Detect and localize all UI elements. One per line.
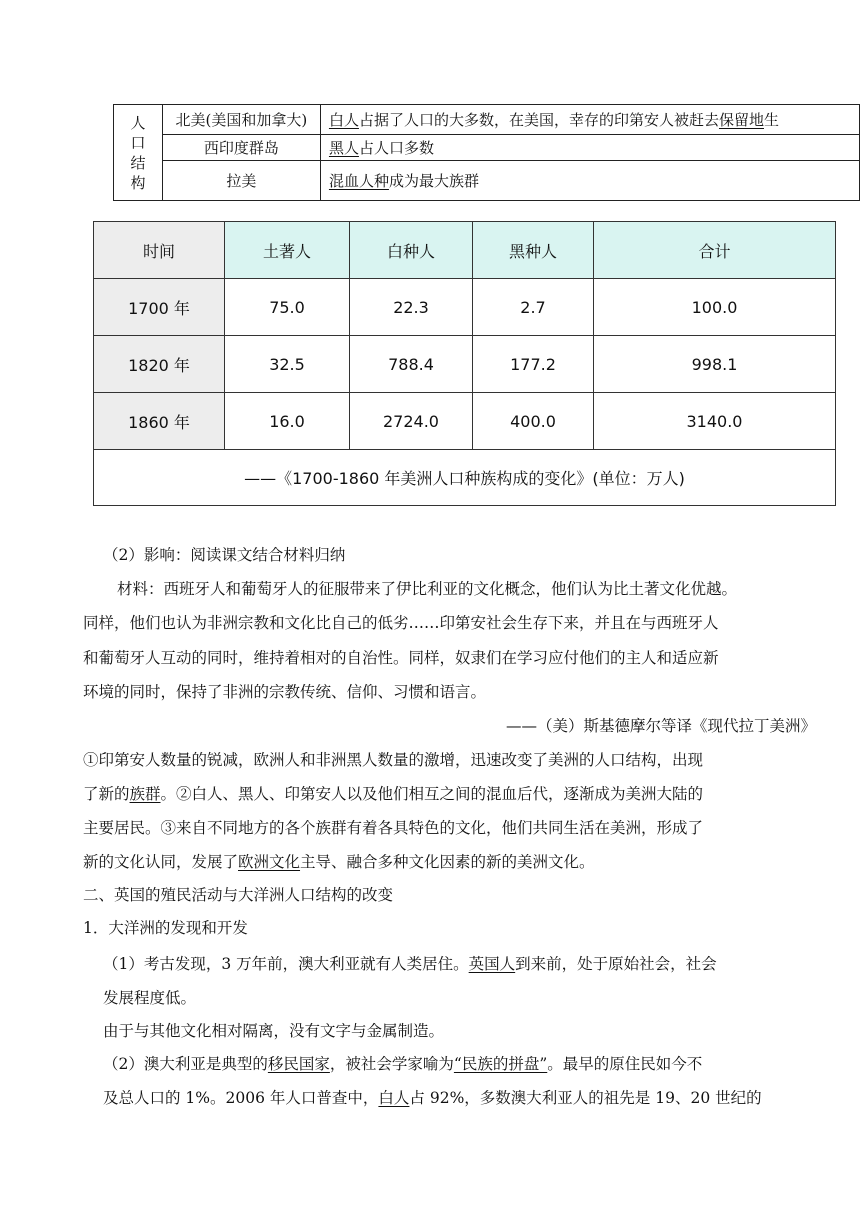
header-cell: 合计 — [594, 222, 836, 279]
value-cell: 400.0 — [473, 393, 594, 450]
value-cell: 32.5 — [225, 336, 350, 393]
year-cell: 1820 年 — [94, 336, 225, 393]
header-cell: 白种人 — [350, 222, 473, 279]
population-structure-table — [113, 104, 860, 201]
summary-line: ①印第安人数量的锐减，欧洲人和非洲黑人数量的激增，迅速改变了美洲的人口结构，出现 — [83, 751, 704, 769]
material-source: ——（美）斯基德摩尔等译《现代拉丁美洲》 — [506, 717, 817, 735]
value-cell: 2724.0 — [350, 393, 473, 450]
side-label: 人 口 结 构 — [114, 105, 163, 201]
table-row — [94, 336, 836, 393]
paragraph-line: 由于与其他文化相对隔离，没有文字与金属制造。 — [103, 1022, 445, 1040]
table-caption: ——《1700-1860 年美洲人口种族构成的变化》(单位：万人) — [94, 450, 836, 506]
summary-line: 新的文化认同，发展了欧洲文化主导、融合多种文化因素的新的美洲文化。 — [83, 853, 595, 871]
region-cell: 拉美 — [162, 161, 320, 201]
summary-line: 了新的族群。②白人、黑人、印第安人以及他们相互之间的混血后代，逐渐成为美洲大陆的 — [83, 785, 704, 803]
table-row — [94, 393, 836, 450]
region-cell: 西印度群岛 — [162, 135, 320, 161]
description-cell: 白人占据了人口的大多数，在美国，幸存的印第安人被赶去保留地生 — [320, 105, 859, 135]
subsection-heading: 1．大洋洲的发现和开发 — [83, 919, 248, 937]
region-cell: 北美(美国和加拿大) — [162, 105, 320, 135]
value-cell: 788.4 — [350, 336, 473, 393]
caption-row — [94, 450, 836, 506]
description-cell: 黑人占人口多数 — [320, 135, 859, 161]
year-cell: 1700 年 — [94, 279, 225, 336]
material-line: 和葡萄牙人互动的同时，维持着相对的自治性。同样，奴隶们在学习应付他们的主人和适应新 — [83, 649, 719, 667]
paragraph-line: （2）澳大利亚是典型的移民国家，被社会学家喻为“民族的拼盘”。最早的原住民如今不 — [103, 1055, 703, 1073]
table-row — [94, 279, 836, 336]
value-cell: 998.1 — [594, 336, 836, 393]
value-cell: 16.0 — [225, 393, 350, 450]
value-cell: 100.0 — [594, 279, 836, 336]
value-cell: 22.3 — [350, 279, 473, 336]
description-cell: 混血人种成为最大族群 — [320, 161, 859, 201]
value-cell: 177.2 — [473, 336, 594, 393]
value-cell: 3140.0 — [594, 393, 836, 450]
population-change-table — [93, 221, 836, 506]
subheading-impact: （2）影响：阅读课文结合材料归纳 — [103, 546, 346, 564]
header-cell: 黑种人 — [473, 222, 594, 279]
paragraph-line: 发展程度低。 — [103, 989, 197, 1007]
material-line: 材料：西班牙人和葡萄牙人的征服带来了伊比利亚的文化概念，他们认为比土著文化优越。 — [117, 580, 738, 598]
value-cell: 75.0 — [225, 279, 350, 336]
section-heading: 二、英国的殖民活动与大洋洲人口结构的改变 — [83, 886, 394, 904]
year-cell: 1860 年 — [94, 393, 225, 450]
material-line: 环境的同时，保持了非洲的宗教传统、信仰、习惯和语言。 — [83, 683, 487, 701]
material-line: 同样，他们也认为非洲宗教和文化比自己的低劣……印第安社会生存下来，并且在与西班牙人 — [83, 614, 719, 632]
header-row — [94, 222, 836, 279]
header-cell: 时间 — [94, 222, 225, 279]
header-cell: 土著人 — [225, 222, 350, 279]
summary-line: 主要居民。③来自不同地方的各个族群有着各具特色的文化，他们共同生活在美洲，形成了 — [83, 819, 704, 837]
paragraph-line: （1）考古发现，3 万年前，澳大利亚就有人类居住。英国人到来前，处于原始社会，社会 — [103, 955, 717, 973]
value-cell: 2.7 — [473, 279, 594, 336]
paragraph-line: 及总人口的 1%。2006 年人口普查中，白人占 92%，多数澳大利亚人的祖先是 19、20 世纪的 — [103, 1089, 762, 1107]
